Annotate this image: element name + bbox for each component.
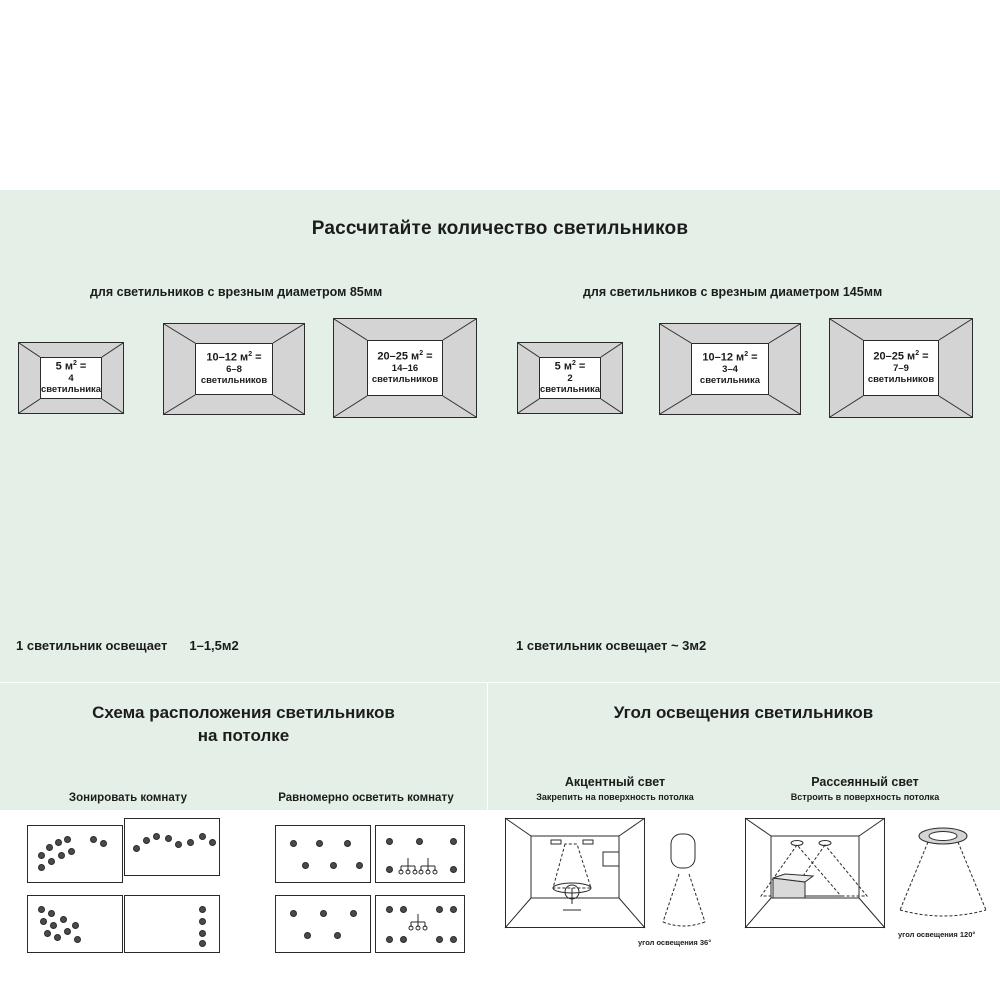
room-perspective-lines bbox=[659, 323, 801, 415]
room-count-label: 7–9 светильников bbox=[867, 362, 935, 385]
room-count-label: 2 светильника bbox=[539, 372, 601, 395]
room-diagram-85-20m2 bbox=[333, 318, 477, 418]
room-count-label: 6–8 светильников bbox=[200, 363, 268, 386]
room-area-label: 10–12 $м^2$ = bbox=[206, 351, 262, 365]
footnote-85mm bbox=[16, 638, 239, 653]
room-area-label: 10–12 $м^2$ = bbox=[702, 351, 758, 365]
diffuse-light-room-illustration bbox=[745, 818, 885, 928]
page-title: Рассчитайте количество светильников bbox=[311, 218, 689, 239]
room-perspective-lines bbox=[517, 342, 623, 414]
room-diagram-145-20m2 bbox=[829, 318, 973, 418]
room-perspective-lines bbox=[333, 318, 477, 418]
room-count-label: 3–4 светильника bbox=[699, 363, 761, 386]
ceiling-layout-title bbox=[0, 702, 487, 748]
room-area-label: 5 $м^2$ = bbox=[554, 360, 586, 374]
plan-uniform-4 bbox=[375, 895, 465, 953]
diffuse-beam-angle-diagram bbox=[888, 822, 998, 932]
room-perspective-lines bbox=[18, 342, 124, 414]
accent-light-card bbox=[500, 775, 730, 802]
room-area-label: 20–25 $м^2$ = bbox=[873, 350, 929, 364]
ceiling-layout-section bbox=[0, 702, 487, 748]
plan-uniform-1 bbox=[275, 825, 371, 883]
plan-zoning-1 bbox=[27, 825, 123, 883]
plan-uniform-3 bbox=[275, 895, 371, 953]
chandelier-icons bbox=[376, 826, 466, 884]
room-diagram-145-5m2 bbox=[517, 342, 623, 414]
chandelier-icons bbox=[376, 896, 466, 954]
vertical-divider bbox=[487, 682, 488, 982]
diffuse-light-title: Рассеянный свет bbox=[811, 775, 919, 789]
infographic-canvas bbox=[0, 190, 1000, 947]
uniform-title: Равномерно осветить комнату bbox=[278, 792, 454, 804]
accent-light-subtitle: Закрепить на поверхность потолка bbox=[536, 792, 694, 802]
diffuse-light-card bbox=[740, 775, 990, 802]
plan-zoning-2 bbox=[124, 818, 220, 876]
room-perspective-lines bbox=[163, 323, 305, 415]
accent-angle-label: угол освещения 36° bbox=[638, 938, 712, 947]
room-count-label: 14–16 светильников bbox=[371, 362, 439, 385]
subtitle-145mm: для светильников с врезным диаметром 145мм bbox=[583, 285, 883, 299]
diffuse-light-subtitle: Встроить в поверхность потолка bbox=[790, 792, 940, 802]
room-area-label: 20–25 $м^2$ = bbox=[377, 350, 433, 364]
zoning-title: Зонировать комнату bbox=[68, 792, 188, 804]
room-area-label: 5 $м^2$ = bbox=[55, 360, 87, 374]
room-diagram-85-10m2 bbox=[163, 323, 305, 415]
diffuse-angle-label: угол освещения 120° bbox=[898, 930, 976, 939]
accent-beam-angle-diagram bbox=[645, 830, 725, 940]
beam-angle-title: Угол освещения светильников bbox=[613, 703, 874, 722]
accent-light-room-illustration bbox=[505, 818, 645, 928]
room-perspective-lines bbox=[829, 318, 973, 418]
horizontal-divider bbox=[0, 682, 1000, 683]
plan-zoning-3 bbox=[27, 895, 123, 953]
plan-uniform-2 bbox=[375, 825, 465, 883]
plan-zoning-4 bbox=[124, 895, 220, 953]
ceiling-layout-title-line1: Схема расположения светильников bbox=[92, 703, 395, 722]
footnote-85mm-value: 1–1,5м2 bbox=[189, 638, 239, 653]
room-diagram-145-10m2 bbox=[659, 323, 801, 415]
room-diagram-85-5m2 bbox=[18, 342, 124, 414]
ceiling-layout-title-line2: на потолке bbox=[197, 725, 290, 745]
accent-light-title: Акцентный свет bbox=[564, 775, 666, 789]
subtitle-85mm: для светильников с врезным диаметром 85мм bbox=[90, 285, 383, 299]
room-count-label: 4 светильника bbox=[40, 372, 102, 395]
footnote-145mm: 1 светильник освещает ~ 3м2 bbox=[516, 638, 707, 653]
footnote-85mm-text: 1 светильник освещает bbox=[16, 638, 168, 653]
